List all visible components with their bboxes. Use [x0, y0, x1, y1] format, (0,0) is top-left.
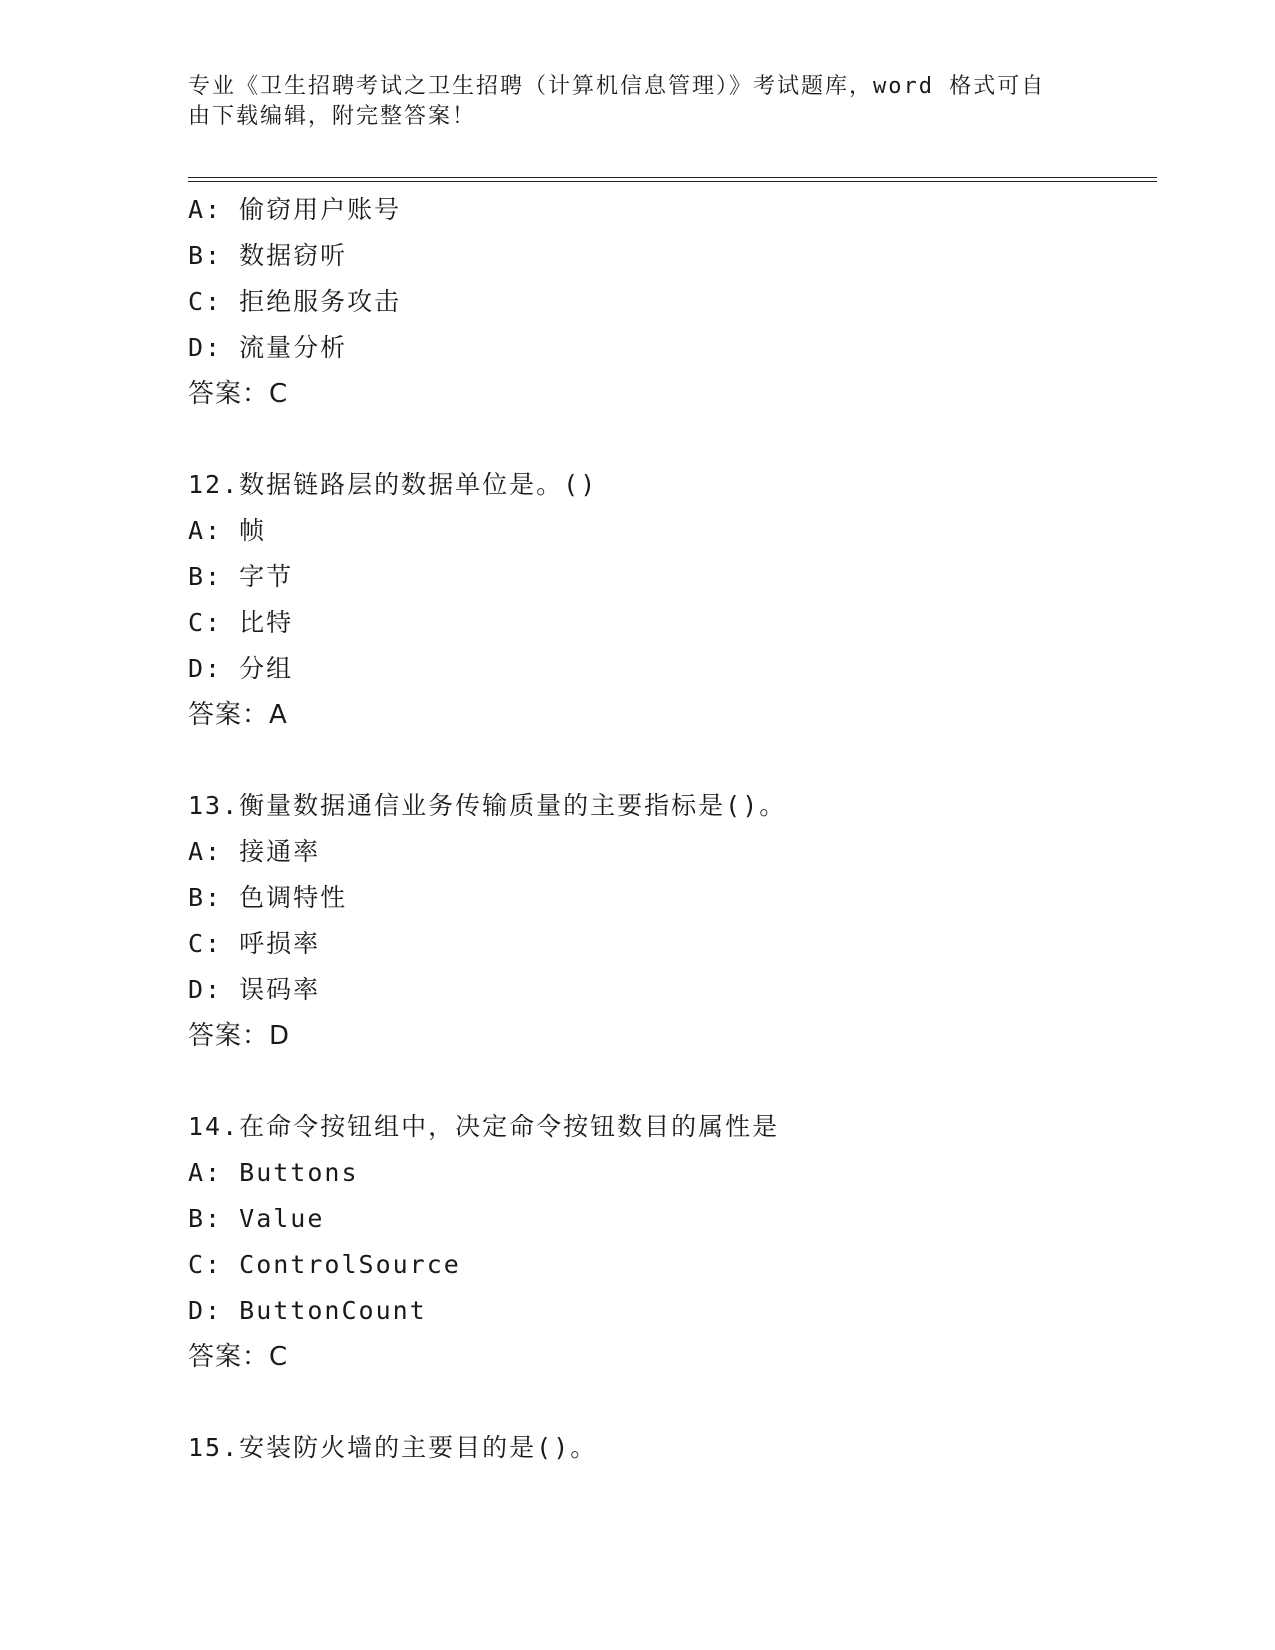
option-d: D: 流量分析: [188, 333, 348, 362]
question-block: [188, 462, 1157, 738]
option-b: B: 色调特性: [188, 883, 348, 912]
question-text: 15.安装防火墙的主要目的是()。: [188, 1433, 598, 1462]
question-text: 13.衡量数据通信业务传输质量的主要指标是()。: [188, 791, 787, 820]
option-d: D: ButtonCount: [188, 1296, 427, 1325]
option-b: B: Value: [188, 1204, 325, 1233]
option-a: A: 帧: [188, 516, 267, 545]
question-text: 14.在命令按钮组中，决定命令按钮数目的属性是: [188, 1112, 780, 1141]
question-block: [188, 187, 1157, 417]
block-spacer: [188, 1380, 1157, 1425]
question-list: [188, 187, 1157, 1471]
header-line-1: 专业《卫生招聘考试之卫生招聘（计算机信息管理）》考试题库，word 格式可自: [188, 74, 1046, 99]
header-divider-bottom: [188, 181, 1157, 182]
option-a: A: Buttons: [188, 1158, 359, 1187]
block-spacer: [188, 417, 1157, 462]
answer-line: 答案：A: [188, 700, 288, 730]
question-block: [188, 783, 1157, 1059]
option-c: C: ControlSource: [188, 1250, 461, 1279]
question-block: [188, 1104, 1157, 1380]
option-b: B: 数据窃听: [188, 241, 348, 270]
question-text: 12.数据链路层的数据单位是。(): [188, 470, 598, 499]
option-a: A: 偷窃用户账号: [188, 195, 402, 224]
answer-line: 答案：D: [188, 1021, 291, 1051]
option-c: C: 呼损率: [188, 929, 321, 958]
option-a: A: 接通率: [188, 837, 321, 866]
option-b: B: 字节: [188, 562, 294, 591]
answer-line: 答案：C: [188, 1342, 289, 1372]
header-line-2: 由下载编辑，附完整答案！: [188, 104, 477, 129]
answer-line: 答案：C: [188, 379, 289, 409]
block-spacer: [188, 738, 1157, 783]
document-header: [188, 72, 1068, 132]
option-c: C: 比特: [188, 608, 294, 637]
block-spacer: [188, 1059, 1157, 1104]
option-d: D: 分组: [188, 654, 294, 683]
option-d: D: 误码率: [188, 975, 321, 1004]
header-divider-top: [188, 177, 1157, 178]
question-block: [188, 1425, 1157, 1471]
option-c: C: 拒绝服务攻击: [188, 287, 402, 316]
